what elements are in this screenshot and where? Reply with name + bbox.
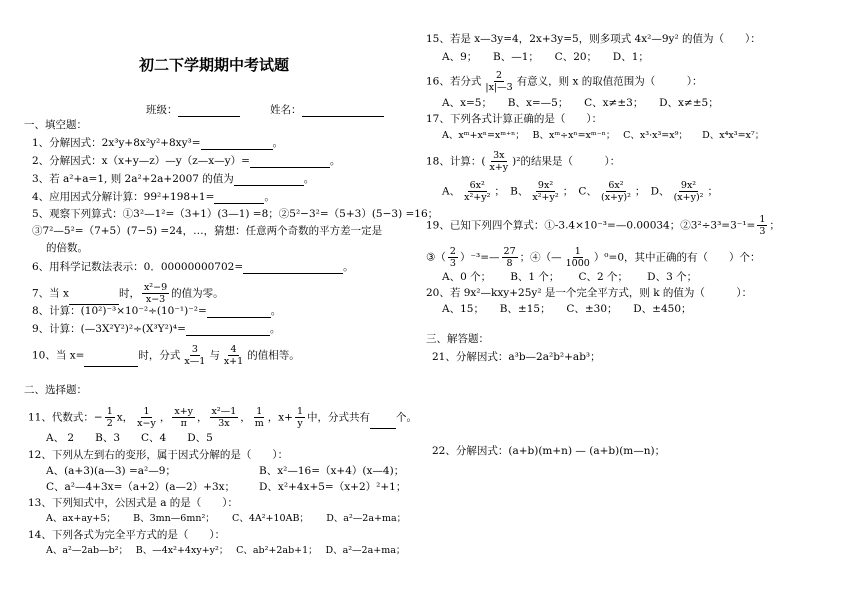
question-5-line2: ③7²—5²=（7+5）(7−5) =24，…，猜想：任意两个奇数的平方差一定是 <box>32 225 383 237</box>
fraction: $\frac{1}{m}$ <box>254 406 264 429</box>
question-22: 22、分解因式：(a+b)(m+n) — (a+b)(m—n)； <box>432 445 666 457</box>
question-9: 9、计算：(—3X²Y²)²÷(X³Y²)⁴= 。 <box>32 323 281 335</box>
fraction: $\frac{3}{x—1}$ <box>184 344 206 367</box>
question-18-options: A、 $\frac{\text{6x²}}{\text{x²+y²}}$ ； B、 $\frac{\text{9x²}}{\text{x²+y²}}$ ； C、 $\frac{\text{6x²}}{\text{(x+y)²}}$ ； D、 $\frac{\text{9x²}}{\text{(x+y)²}}$ ； <box>442 180 718 203</box>
question-3: 3、若 a²+a=1, 则 2a²+2a+2007 的值为 。 <box>32 173 315 185</box>
question-18: 18、计算：( $\frac{3x}{x+y}$ )²的结果是（ ）： <box>426 150 621 173</box>
answer-blank[interactable] <box>370 417 396 429</box>
question-11-options: A、 2 B、3 C、4 D、5 <box>46 432 213 444</box>
question-19-line1: 19、已知下列四个算式：①-3.4×10⁻³=—0.00034；②3²÷3³=3⁻¹= $\frac{1}{3}$ ； <box>426 214 780 237</box>
question-12-option-a: A、(a+3)(a—3) =a²—9； <box>46 465 176 477</box>
section2-heading: 二、选择题： <box>24 384 87 396</box>
question-15-options: A、9； B、—1； C、20； D、1； <box>442 51 649 63</box>
answer-blank[interactable] <box>207 306 271 318</box>
section3-heading: 三、解答题： <box>426 333 489 345</box>
fraction: $\frac{\text{x²−9}}{x-3}$ <box>143 282 168 305</box>
question-19-options: A、0 个； B、1 个； C、2 个； D、3 个； <box>442 271 698 283</box>
question-15: 15、若是 x—3y=4，2x+3y=5，则多项式 4x²—9y² 的值为（ ）： <box>426 33 761 45</box>
question-12: 12、下列从左到右的变形，属于因式分解的是（ ）： <box>28 449 289 461</box>
question-12-option-b: B、x²—16=（x+4）(x—4)； <box>259 465 405 477</box>
question-21: 21、分解因式：a³b—2a²b²+ab³； <box>432 351 601 363</box>
question-11: 11、代数式：− $\frac{1}{2}$ x， $\frac{1}{x-y}$ ， $\frac{x+y}{\pi}$ ， $\frac{\text{x²—1}}{3x}$ ， $\frac{1}{m}$ ，x+ $\frac{1}{y}$ 中，分式共有 个。 <box>28 406 418 429</box>
fraction: $\frac{2}{3}$ <box>449 246 456 269</box>
name-field <box>270 103 384 117</box>
answer-blank[interactable] <box>234 174 304 186</box>
question-12-option-c: C、a²—4+3x=（a+2）(a—2）+3x； <box>46 481 236 493</box>
question-10: 10、当 x= 时，分式 $\frac{3}{x—1}$ 与 $\frac{4}{x+1}$ 的值相等。 <box>32 344 300 367</box>
fraction: $\frac{\text{6x²}}{\text{(x+y)²}}$ <box>600 180 631 203</box>
name-label: 姓名： <box>270 104 302 116</box>
question-16-options: A、x=5； B、x=—5； C、x≠±3； D、x≠±5； <box>442 97 719 109</box>
fraction: $\frac{1}{3}$ <box>759 214 766 237</box>
section1-heading: 一、填空题： <box>24 119 87 131</box>
question-2: 2、分解因式：x（x+y—z）—y（z—x—y）= 。 <box>32 155 341 167</box>
page-title: 初二下学期期中考试题 <box>139 56 290 74</box>
question-16: 16、若分式 $\frac{2}{|x|—3}$ 有意义，则 x 的取值范围为（ ）： <box>426 70 703 93</box>
question-5-line1: 5、观察下列算式：①3²—1²=（3+1）(3—1) =8；②5²−3²=（5+3）(5−3) =16； <box>32 208 439 220</box>
fraction: $\frac{4}{x+1}$ <box>223 344 244 367</box>
question-5-line3: 的倍数。 <box>46 242 88 254</box>
question-19-line2: ③（ $\frac{2}{3}$ ）⁻³=— $\frac{27}{8}$ ；④（— $\frac{1}{1000}$ ）⁰=0，其中正确的有（ ）个： <box>426 246 761 269</box>
question-17-options: A、xᵐ+xⁿ=xᵐ⁺ⁿ； B、xᵐ÷xⁿ=xᵐ⁻ⁿ； C、x³·x³=x⁹； D、x⁴x³=x⁷； <box>442 130 765 141</box>
answer-blank[interactable] <box>186 324 270 336</box>
fraction: $\frac{1}{y}$ <box>297 406 304 429</box>
question-1: 1、分解因式：2x³y+8x²y²+8xy³= 。 <box>32 137 284 149</box>
answer-blank[interactable] <box>243 262 343 274</box>
answer-blank[interactable] <box>84 355 138 367</box>
fraction: $\frac{\text{x²—1}}{3x}$ <box>211 406 237 429</box>
answer-blank[interactable] <box>250 156 330 168</box>
fraction: $\frac{x+y}{\pi}$ <box>174 406 194 429</box>
question-4: 4、应用因式分解计算：99²+198+1= 。 <box>32 191 275 203</box>
question-12-option-d: D、x²+4x+5=（x+2）²+1； <box>259 481 407 493</box>
class-blank[interactable] <box>178 105 240 117</box>
class-label: 班级： <box>146 104 178 116</box>
question-14: 14、下列各式为完全平方式的是（ ）： <box>28 529 226 541</box>
fraction: $\frac{\text{6x²}}{\text{x²+y²}}$ <box>464 180 491 203</box>
question-17: 17、下列各式计算正确的是（ ）： <box>426 113 603 125</box>
fraction: $\frac{27}{8}$ <box>503 246 516 269</box>
fraction: $\frac{2}{|x|—3}$ <box>485 70 513 93</box>
question-7: 7、当 x 时， $\frac{\text{x²−9}}{x-3}$ 的值为零。 <box>32 282 224 305</box>
question-20-options: A、15； B、±15； C、±30； D、±450； <box>442 303 692 315</box>
question-13-options: A、ax+ay+5； B、3mn—6mn²； C、4A²+10AB； D、a²—2a+ma； <box>46 513 407 524</box>
fraction: $\frac{1}{1000}$ <box>565 246 590 269</box>
fraction: $\frac{\text{9x²}}{\text{(x+y)²}}$ <box>673 180 704 203</box>
question-13: 13、下列知式中，公因式是 a 的是（ ）： <box>28 497 239 509</box>
fraction: $\frac{1}{2}$ <box>106 406 113 429</box>
class-field <box>146 103 240 117</box>
question-14-options: A、a²—2ab—b²； B、—4x²+4xy+y²； C、ab²+2ab+1； D、a²—2a+ma； <box>46 545 406 556</box>
question-8: 8、计算：(10²)⁻³×10⁻²÷(10⁻¹)⁻²= 。 <box>32 305 282 317</box>
answer-blank[interactable] <box>214 192 264 204</box>
question-6: 6、用科学记数法表示：0．00000000702= 。 <box>32 261 354 273</box>
answer-blank[interactable] <box>201 138 273 150</box>
fraction: $\frac{1}{x-y}$ <box>137 406 156 429</box>
question-20: 20、若 9x²—kxy+25y² 是一个完全平方式，则 k 的值为（ ）： <box>426 287 753 299</box>
fraction: $\frac{3x}{x+y}$ <box>489 150 509 173</box>
fraction: $\frac{\text{9x²}}{\text{x²+y²}}$ <box>532 180 559 203</box>
name-blank[interactable] <box>302 105 384 117</box>
